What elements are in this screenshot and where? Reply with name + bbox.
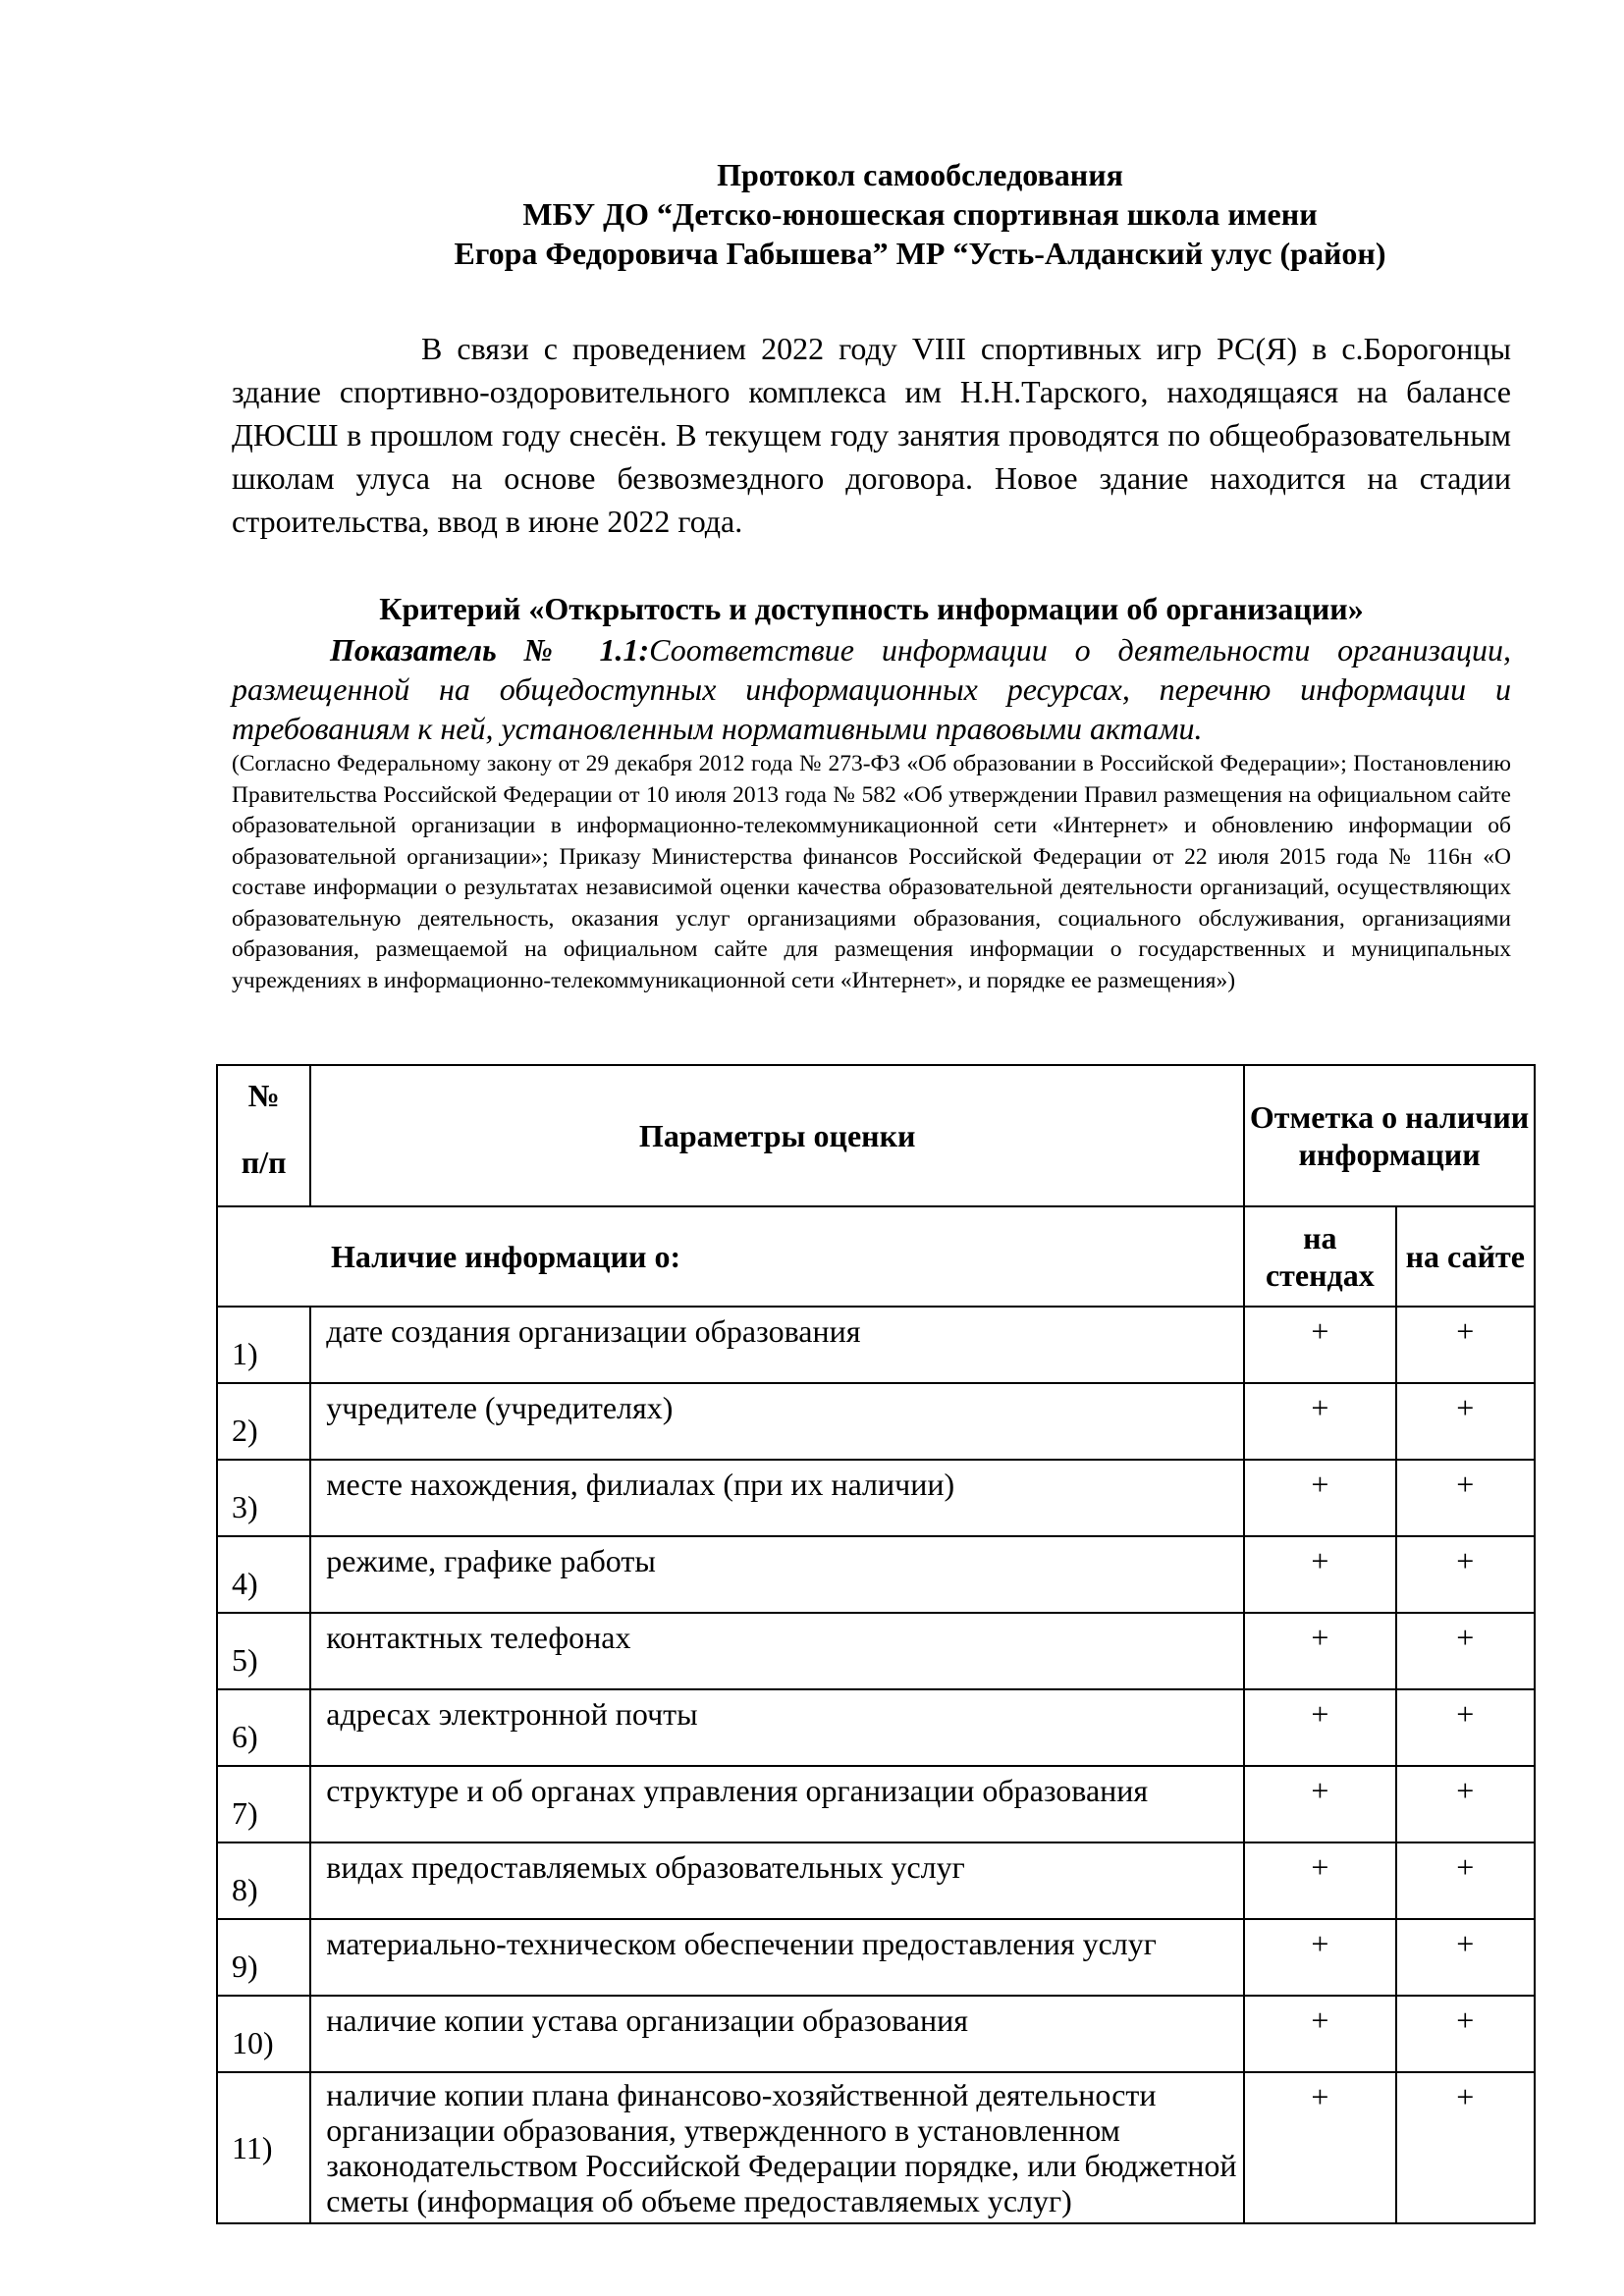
subheader-stands: на стендах bbox=[1244, 1206, 1395, 1307]
evaluation-table bbox=[216, 1064, 1536, 2224]
row-number: 5) bbox=[217, 1613, 310, 1689]
row-number: 11) bbox=[217, 2072, 310, 2223]
row-parameter: видах предоставляемых образовательных услуг bbox=[310, 1842, 1244, 1919]
row-site-mark: + bbox=[1396, 2072, 1535, 2223]
subheader-label: Наличие информации о: bbox=[217, 1206, 1244, 1307]
row-number: 7) bbox=[217, 1766, 310, 1842]
title-line-1: Протокол самообследования bbox=[717, 157, 1123, 192]
row-number: 3) bbox=[217, 1460, 310, 1536]
row-parameter: режиме, графике работы bbox=[310, 1536, 1244, 1613]
row-stands-mark: + bbox=[1244, 1536, 1395, 1613]
row-site-mark: + bbox=[1396, 1383, 1535, 1460]
intro-paragraph: В связи с проведением 2022 году VIII спортивных игр РС(Я) в с.Борогонцы здание спортивно-оздоровительного комплекса им Н.Н.Тарского, находящаяся на балансе ДЮСШ в прошлом году снесён. В текущем году занятия проводятся по общеобразовательным школам улуса на основе безвозмездного договора. Новое здание находится на стадии строительства, ввод в июне 2022 года. bbox=[232, 331, 1511, 539]
row-number: 6) bbox=[217, 1689, 310, 1766]
header-params-cell: Параметры оценки bbox=[310, 1065, 1244, 1206]
row-site-mark: + bbox=[1396, 1919, 1535, 1996]
title-line-2: МБУ ДО “Детско-юношеская спортивная школа имени bbox=[522, 196, 1318, 232]
row-stands-mark: + bbox=[1244, 1383, 1395, 1460]
table-row bbox=[217, 1383, 1535, 1460]
table-row bbox=[217, 1460, 1535, 1536]
table-header-row bbox=[217, 1065, 1535, 1206]
row-number: 9) bbox=[217, 1919, 310, 1996]
row-site-mark: + bbox=[1396, 1307, 1535, 1383]
row-parameter: месте нахождения, филиалах (при их наличии) bbox=[310, 1460, 1244, 1536]
table-row bbox=[217, 1766, 1535, 1842]
row-parameter: наличие копии плана финансово-хозяйственной деятельности организации образования, утвержденного в установленном законодательством Российской Федерации порядке, или бюджетной сметы (информация об объеме предоставляемых услуг) bbox=[310, 2072, 1244, 2223]
subheader-site: на сайте bbox=[1396, 1206, 1535, 1307]
row-stands-mark: + bbox=[1244, 2072, 1395, 2223]
table-row bbox=[217, 1536, 1535, 1613]
title-line-3: Егора Федоровича Габышева” МР “Усть-Алданский улус (район) bbox=[454, 236, 1386, 271]
row-parameter: учредителе (учредителях) bbox=[310, 1383, 1244, 1460]
row-number: 1) bbox=[217, 1307, 310, 1383]
row-site-mark: + bbox=[1396, 1689, 1535, 1766]
indicator-text: Соответствие информации о деятельности организации, размещенной на общедоступных информационных ресурсах, перечню информации и требованиям к ней, установленным нормативными правовыми актами. bbox=[232, 632, 1512, 746]
legal-basis-paragraph: (Согласно Федеральному закону от 29 декабря 2012 года № 273-ФЗ «Об образовании в Российской Федерации»; Постановлению Правительства Российской Федерации от 10 июля 2013 года № 582 «Об утверждении Правил размещения на официальном сайте образовательной организации в информационно-телекоммуникационной сети «Интернет» и обновлению информации об образовательной организации»; Приказу Министерства финансов Российской Федерации от 22 июля 2015 года № 116н «О составе информации о результатах независимой оценки качества образовательной деятельности организаций, осуществляющих образовательную деятельность, оказания услуг организациями образования, социального обслуживания, организациями образования, размещаемой на официальном сайте для размещения информации о государственных и муниципальных учреждениях в информационно-телекоммуникационной сети «Интернет», и порядке ее размещения») bbox=[232, 751, 1511, 993]
row-parameter: дате создания организации образования bbox=[310, 1307, 1244, 1383]
table-row bbox=[217, 1842, 1535, 1919]
header-mark-cell: Отметка о наличии информации bbox=[1244, 1065, 1535, 1206]
row-site-mark: + bbox=[1396, 1842, 1535, 1919]
header-number-pp: п/п bbox=[241, 1145, 287, 1180]
row-parameter: адресах электронной почты bbox=[310, 1689, 1244, 1766]
row-parameter: структуре и об органах управления организации образования bbox=[310, 1766, 1244, 1842]
header-number-sign: № bbox=[247, 1078, 280, 1113]
row-stands-mark: + bbox=[1244, 1613, 1395, 1689]
table-row bbox=[217, 1919, 1535, 1996]
row-site-mark: + bbox=[1396, 1996, 1535, 2072]
header-number-cell bbox=[217, 1065, 310, 1206]
table-row bbox=[217, 1613, 1535, 1689]
row-stands-mark: + bbox=[1244, 1307, 1395, 1383]
row-stands-mark: + bbox=[1244, 1996, 1395, 2072]
row-stands-mark: + bbox=[1244, 1842, 1395, 1919]
row-number: 2) bbox=[217, 1383, 310, 1460]
indicator-paragraph bbox=[232, 630, 1511, 748]
row-stands-mark: + bbox=[1244, 1919, 1395, 1996]
row-number: 8) bbox=[217, 1842, 310, 1919]
row-site-mark: + bbox=[1396, 1536, 1535, 1613]
table-row bbox=[217, 1689, 1535, 1766]
row-stands-mark: + bbox=[1244, 1460, 1395, 1536]
indicator-label: Показатель № 1.1: bbox=[330, 632, 650, 667]
table-row bbox=[217, 1307, 1535, 1383]
row-number: 4) bbox=[217, 1536, 310, 1613]
row-site-mark: + bbox=[1396, 1460, 1535, 1536]
table-body bbox=[217, 1307, 1535, 2223]
document-title bbox=[0, 155, 1624, 273]
row-stands-mark: + bbox=[1244, 1766, 1395, 1842]
row-site-mark: + bbox=[1396, 1613, 1535, 1689]
table-row bbox=[217, 1996, 1535, 2072]
table-subheader-row bbox=[217, 1206, 1535, 1307]
criterion-heading: Критерий «Открытость и доступность информации об организации» bbox=[379, 591, 1364, 626]
table-row bbox=[217, 2072, 1535, 2223]
row-parameter: материально-техническом обеспечении предоставления услуг bbox=[310, 1919, 1244, 1996]
row-stands-mark: + bbox=[1244, 1689, 1395, 1766]
row-number: 10) bbox=[217, 1996, 310, 2072]
row-parameter: контактных телефонах bbox=[310, 1613, 1244, 1689]
row-parameter: наличие копии устава организации образования bbox=[310, 1996, 1244, 2072]
row-site-mark: + bbox=[1396, 1766, 1535, 1842]
